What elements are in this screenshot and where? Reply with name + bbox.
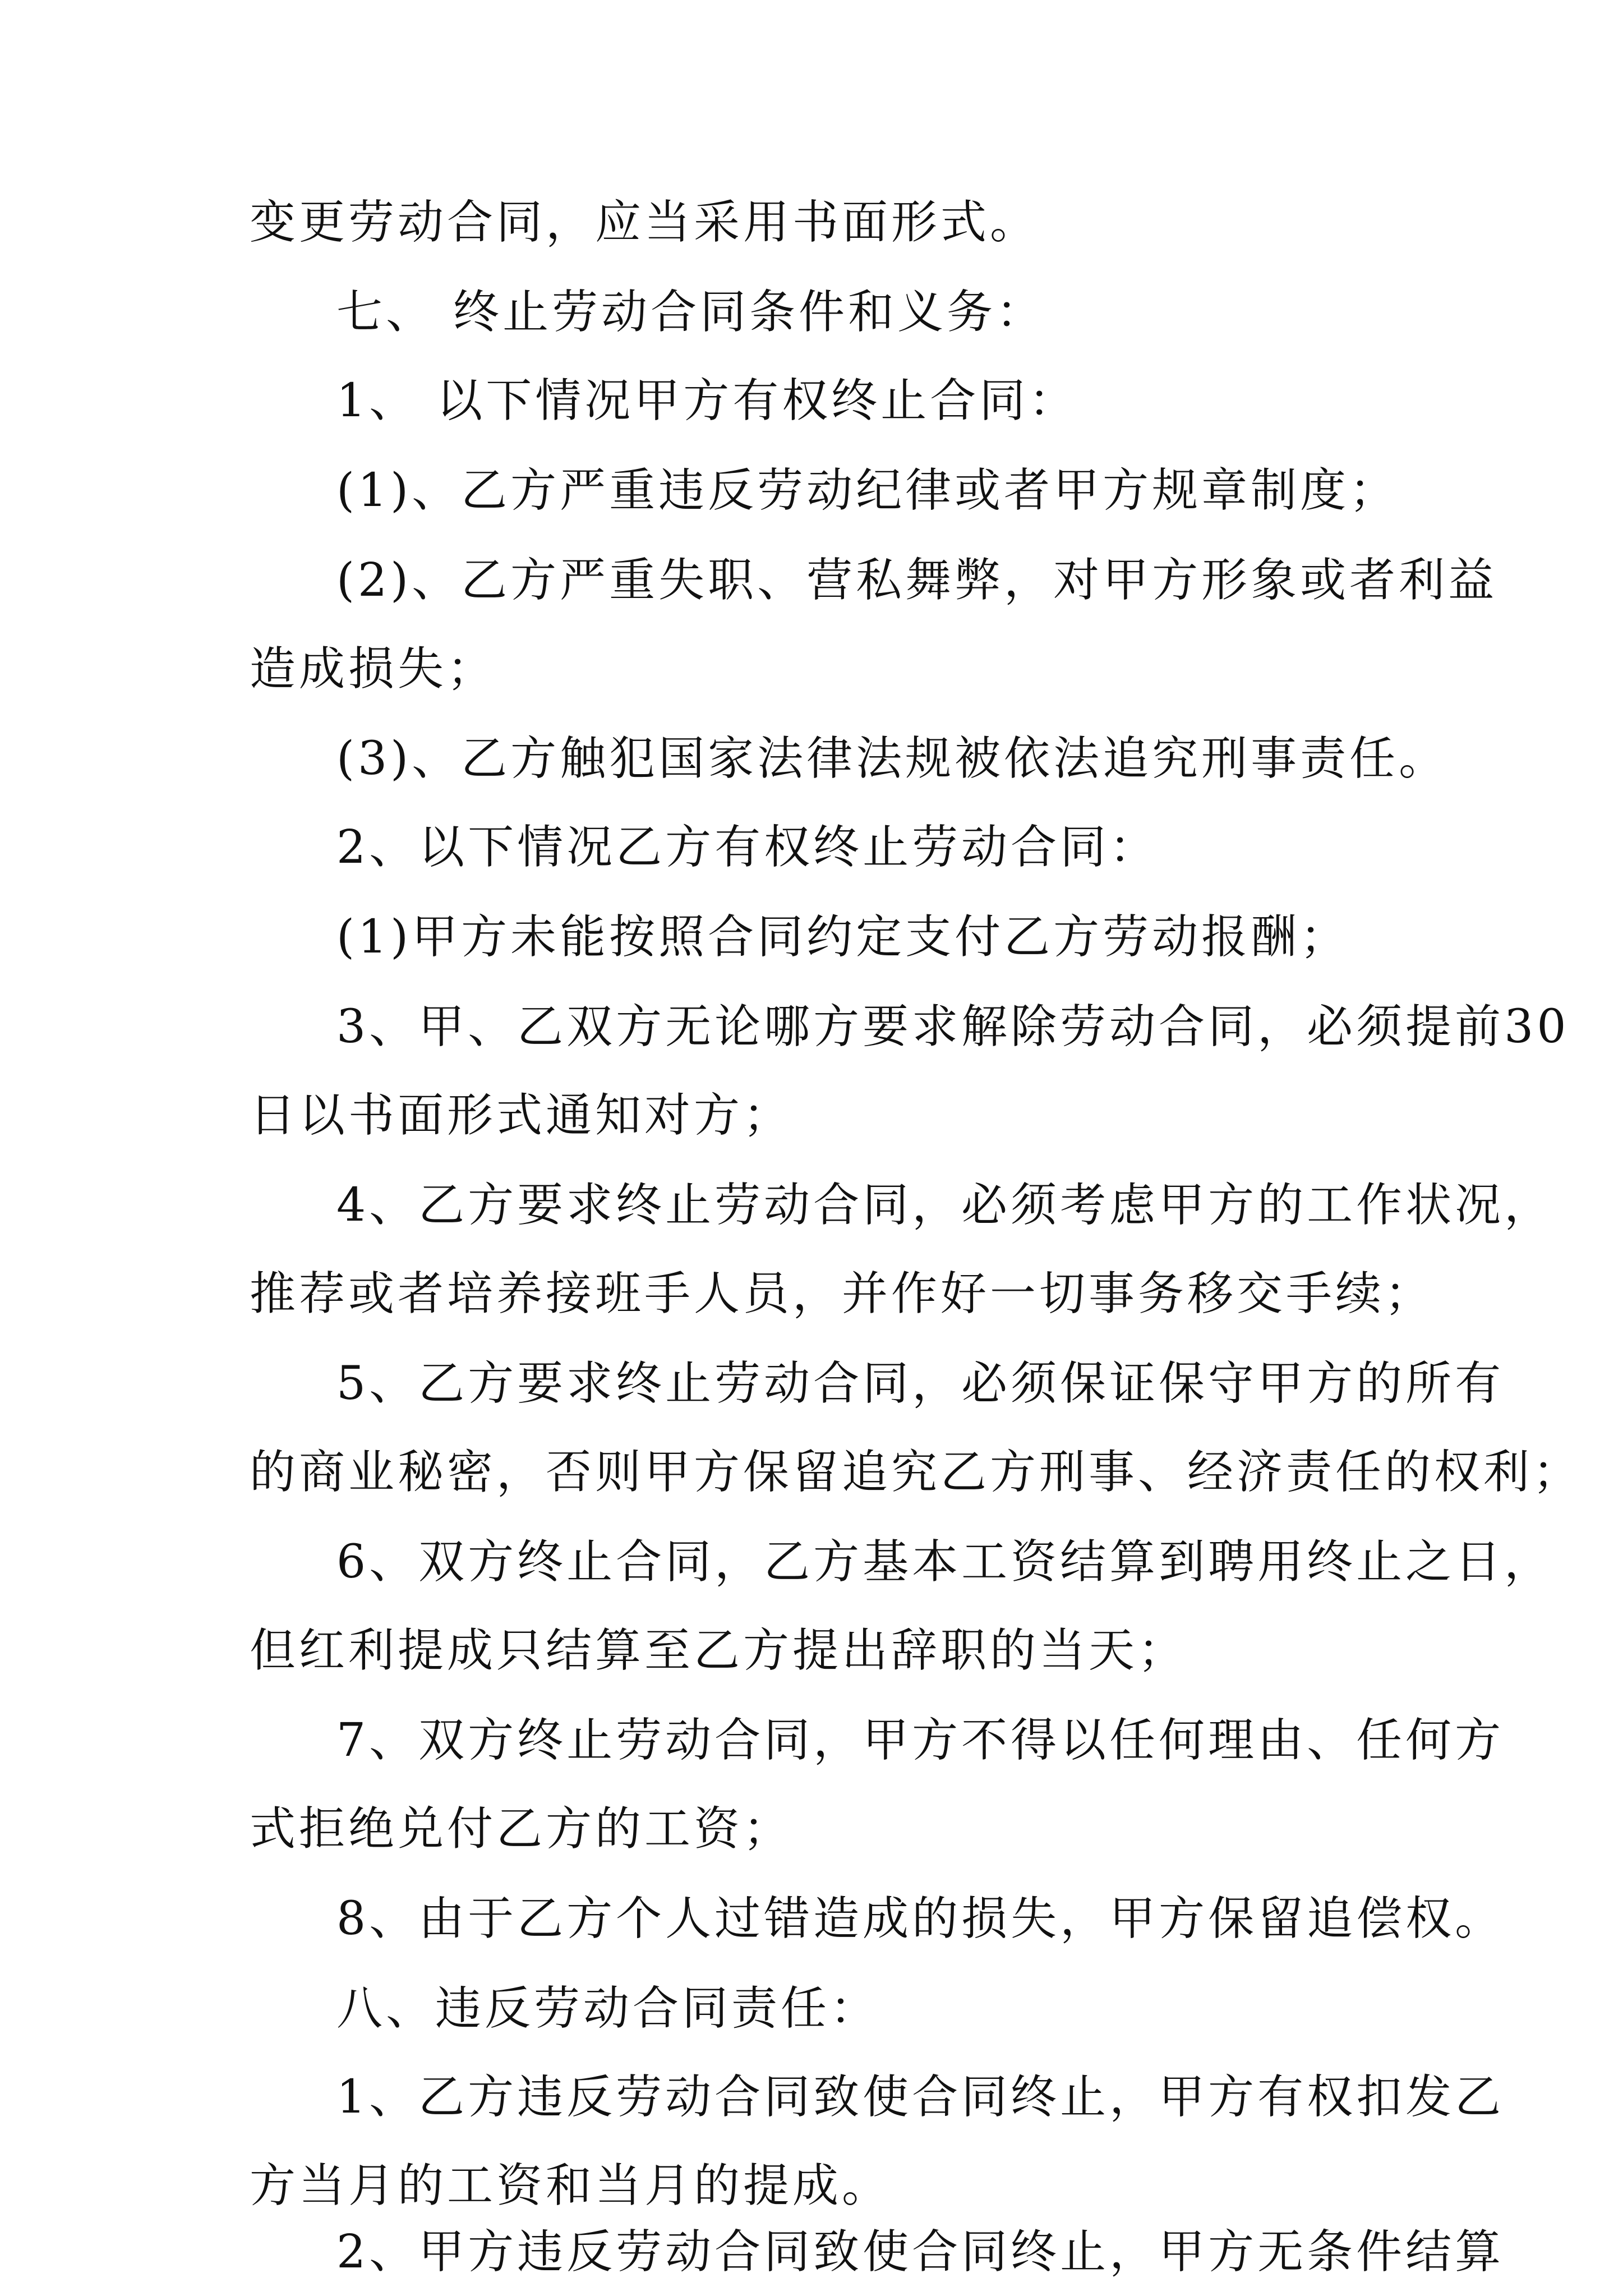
text-line: (2)、乙方严重失职、营私舞弊，对甲方形象或者利益 <box>336 554 1498 607</box>
text-line: 4、乙方要求终止劳动合同，必须考虑甲方的工作状况， <box>336 1179 1554 1232</box>
text-line: 推荐或者培养接班手人员，并作好一切事务移交手续； <box>250 1267 1435 1320</box>
text-line: 2、以下情况乙方有权终止劳动合同： <box>336 821 1159 874</box>
text-line: 造成损失； <box>250 642 497 696</box>
section-heading: 八、违反劳动合同责任： <box>336 1982 880 2035</box>
text-line: 式拒绝兑付乙方的工资； <box>250 1802 793 1856</box>
text-line: (1)甲方未能按照合同约定支付乙方劳动报酬； <box>336 910 1350 964</box>
text-line: 7、双方终止劳动合同，甲方不得以任何理由、任何方 <box>336 1714 1505 1767</box>
text-line: 6、双方终止合同，乙方基本工资结算到聘用终止之日， <box>336 1535 1554 1589</box>
text-line: 2、甲方违反劳动合同致使合同终止，甲方无条件结算 <box>336 2225 1505 2279</box>
text-line: (3)、乙方触犯国家法律法规被依法追究刑事责任。 <box>336 732 1449 785</box>
text-line: 变更劳动合同，应当采用书面形式。 <box>250 196 1040 249</box>
text-line: 5、乙方要求终止劳动合同，必须保证保守甲方的所有 <box>336 1357 1505 1410</box>
text-line: 1、 以下情况甲方有权终止合同： <box>336 374 1078 427</box>
text-line: 方当月的工资和当月的提成。 <box>250 2159 892 2212</box>
text-line: 3、甲、乙双方无论哪方要求解除劳动合同，必须提前30 <box>336 1000 1570 1053</box>
text-line: 日以书面形式通知对方； <box>250 1089 793 1142</box>
text-line: 8、由于乙方个人过错造成的损失，甲方保留追偿权。 <box>336 1892 1505 1945</box>
text-line: 的商业秘密，否则甲方保留追究乙方刑事、经济责任的权利； <box>250 1446 1583 1499</box>
text-line: (1)、乙方严重违反劳动纪律或者甲方规章制度； <box>336 464 1399 517</box>
text-line: 1、乙方违反劳动合同致使合同终止，甲方有权扣发乙 <box>336 2070 1505 2124</box>
text-line: 但红利提成只结算至乙方提出辞职的当天； <box>250 1624 1188 1677</box>
section-heading: 七、 终止劳动合同条件和义务： <box>336 286 1046 339</box>
